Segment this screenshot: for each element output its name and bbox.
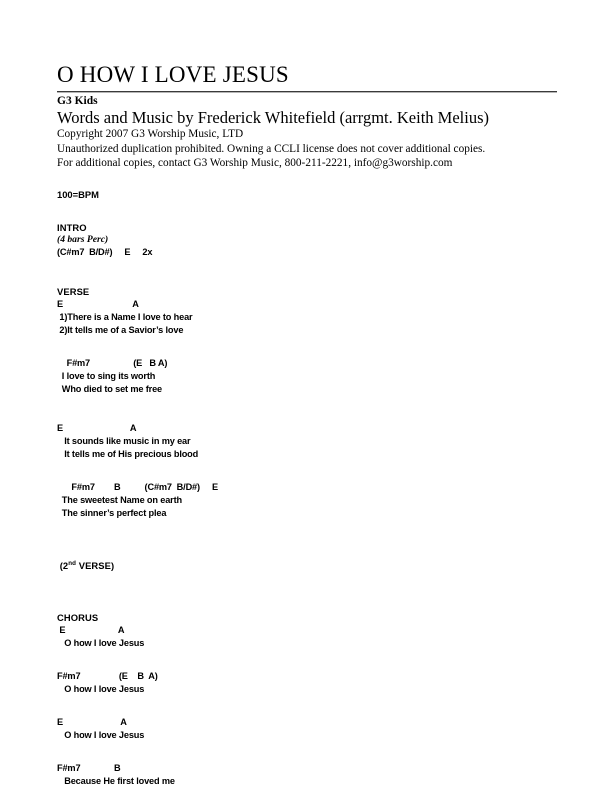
section-label-verse: VERSE bbox=[57, 286, 90, 297]
verse-block-3 bbox=[57, 422, 557, 461]
copyright-line-3: For additional copies, contact G3 Worship Music, 800-211-2221, info@g3worship.com bbox=[57, 157, 453, 169]
chord-row: F#m7 (E B A) bbox=[57, 671, 158, 681]
spacer bbox=[57, 546, 557, 559]
title-divider bbox=[57, 91, 557, 93]
chord-row: E A bbox=[57, 299, 139, 309]
copyright-line-2: Unauthorized duplication prohibited. Owning a CCLI license does not cover additional copies. bbox=[57, 142, 486, 155]
second-verse-prefix: (2 bbox=[57, 560, 69, 571]
spacer bbox=[57, 259, 557, 285]
chord-row: E A bbox=[57, 423, 137, 433]
lyric-row: O how I love Jesus bbox=[57, 638, 145, 648]
lyric-row: Who died to set me free bbox=[57, 384, 162, 394]
group-name: G3 Kids bbox=[57, 95, 98, 107]
second-verse-marker bbox=[57, 559, 557, 572]
section-label-intro: INTRO bbox=[57, 222, 87, 233]
lyric-row: The sweetest Name on earth bbox=[57, 495, 182, 505]
chorus-block-1 bbox=[57, 624, 557, 650]
copyright-line-1: Copyright 2007 G3 Worship Music, LTD bbox=[57, 128, 244, 140]
lyric-row: 1)There is a Name I love to hear bbox=[57, 312, 193, 322]
lyric-row: It sounds like music in my ear bbox=[57, 436, 191, 446]
spacer bbox=[57, 742, 557, 762]
second-verse-superscript: nd bbox=[68, 559, 77, 567]
verse-block-1 bbox=[57, 298, 557, 337]
document-header bbox=[57, 62, 557, 171]
intro-performance-note: (4 bars Perc) bbox=[57, 234, 109, 245]
spacer bbox=[57, 572, 557, 598]
spacer bbox=[57, 396, 557, 422]
spacer bbox=[57, 696, 557, 716]
spacer bbox=[57, 461, 557, 481]
verse-block-4 bbox=[57, 481, 557, 520]
page-title: O HOW I LOVE JESUS bbox=[57, 62, 289, 87]
chorus-block-3 bbox=[57, 716, 557, 742]
spacer bbox=[57, 520, 557, 546]
spacer bbox=[57, 650, 557, 670]
spacer bbox=[57, 598, 557, 611]
lyric-row: It tells me of His precious blood bbox=[57, 449, 199, 459]
lyric-row: Because He first loved me bbox=[57, 776, 175, 786]
section-label-chorus: CHORUS bbox=[57, 612, 99, 623]
intro-chord-row: (C#m7 B/D#) E 2x bbox=[57, 247, 153, 257]
lyric-row: I love to sing its worth bbox=[57, 371, 156, 381]
chord-row: F#m7 B bbox=[57, 763, 121, 773]
lyric-row: The sinner’s perfect plea bbox=[57, 508, 167, 518]
verse-block-2 bbox=[57, 357, 557, 396]
chord-row: E A bbox=[57, 625, 125, 635]
chord-row: F#m7 B (C#m7 B/D#) E bbox=[57, 482, 218, 492]
lyric-row: 2)It tells me of a Savior’s love bbox=[57, 325, 184, 335]
chord-row: E A bbox=[57, 717, 127, 727]
spacer bbox=[57, 337, 557, 357]
spacer bbox=[57, 201, 557, 221]
lyric-row: O how I love Jesus bbox=[57, 730, 145, 740]
chorus-block-4 bbox=[57, 762, 557, 788]
second-verse-suffix: VERSE) bbox=[76, 560, 115, 571]
chord-row: F#m7 (E B A) bbox=[57, 358, 168, 368]
chord-chart-body bbox=[57, 188, 557, 788]
chorus-block-2 bbox=[57, 670, 557, 696]
lyric-row: O how I love Jesus bbox=[57, 684, 145, 694]
tempo-marking: 100=BPM bbox=[57, 189, 99, 200]
credit-line: Words and Music by Frederick Whitefield (arrgmt. Keith Melius) bbox=[57, 108, 490, 127]
